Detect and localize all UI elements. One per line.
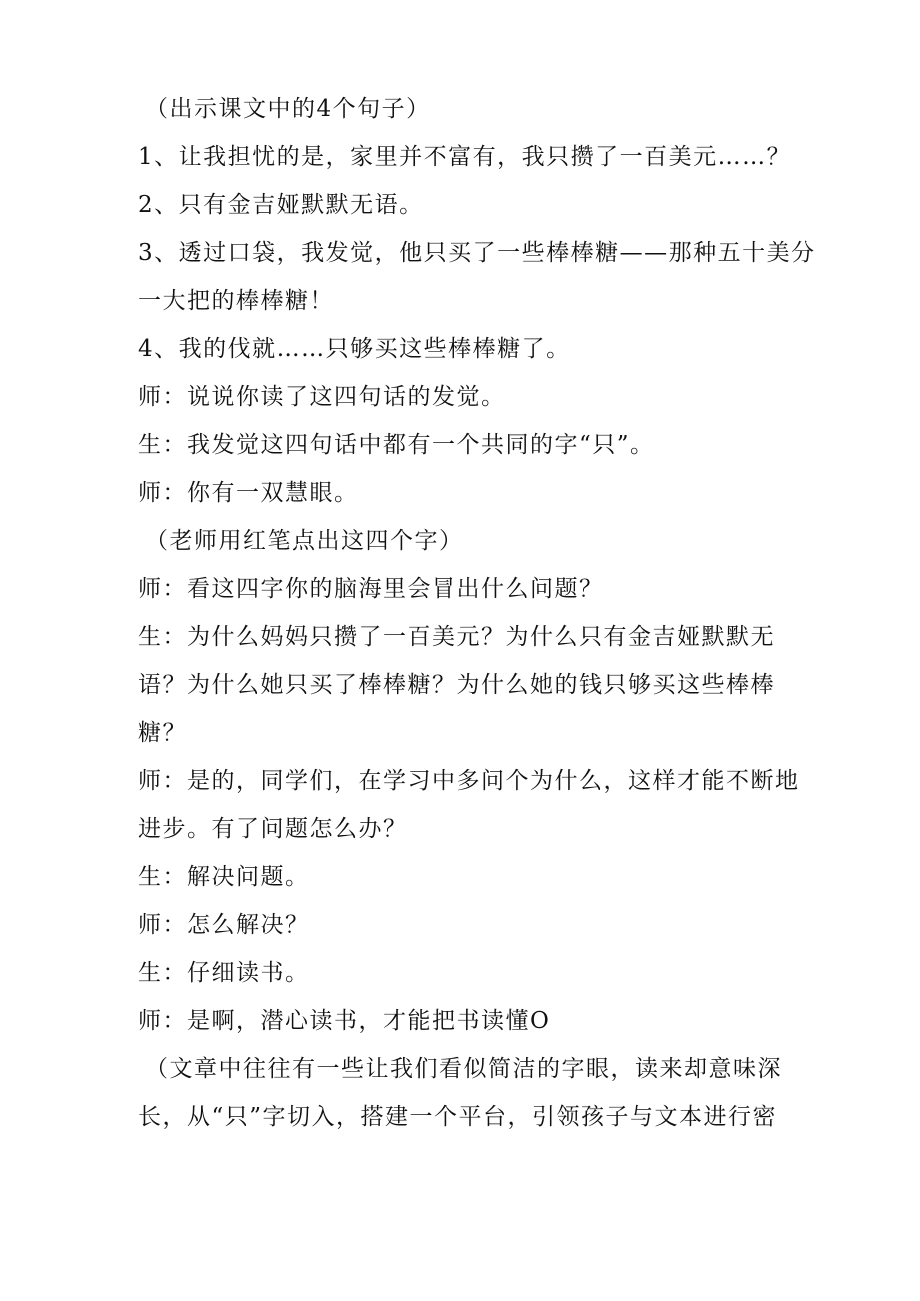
paragraph-line: 糖？ <box>138 720 187 746</box>
paragraph-line: 2、只有金吉娅默默无语。 <box>138 192 424 218</box>
paragraph-line: 生：仔细读书。 <box>138 960 310 986</box>
paragraph-line: （出示课文中的4个句子） <box>145 96 431 122</box>
paragraph-line: 师：说说你读了这四句话的发觉。 <box>138 384 506 410</box>
paragraph-line: 4、我的伐就……只够买这些棒棒糖了。 <box>138 336 571 362</box>
paragraph-line: 进步。有了问题怎么办？ <box>138 816 408 842</box>
paragraph-line: 3、透过口袋，我发觉，他只买了一些棒棒糖——那种五十美分 <box>138 240 816 266</box>
paragraph-line: 长，从“只”字切入，搭建一个平台，引领孩子与文本进行密 <box>138 1104 778 1130</box>
paragraph-line: 生：为什么妈妈只攒了一百美元？为什么只有金吉娅默默无 <box>138 624 775 650</box>
paragraph-line: 师：怎么解决？ <box>138 912 310 938</box>
paragraph-line: （文章中往往有一些让我们看似简洁的字眼，读来却意味深 <box>145 1056 782 1082</box>
paragraph-line: 生：我发觉这四句话中都有一个共同的字“只”。 <box>138 432 655 458</box>
paragraph-line: （老师用红笔点出这四个字） <box>145 528 464 554</box>
paragraph-line: 师：你有一双慧眼。 <box>138 480 359 506</box>
paragraph-line: 语？为什么她只买了棒棒糖？为什么她的钱只够买这些棒棒 <box>138 672 775 698</box>
paragraph-line: 师：看这四字你的脑海里会冒出什么问题？ <box>138 576 604 602</box>
paragraph-line: 1、让我担忧的是，家里并不富有，我只攒了一百美元……？ <box>138 144 792 170</box>
paragraph-line: 一大把的棒棒糖！ <box>138 288 334 314</box>
paragraph-line: 师：是的，同学们，在学习中多问个为什么，这样才能不断地 <box>138 768 800 794</box>
paragraph-line: 生：解决问题。 <box>138 864 310 890</box>
paragraph-line: 师：是啊，潜心读书，才能把书读懂O <box>138 1008 551 1034</box>
